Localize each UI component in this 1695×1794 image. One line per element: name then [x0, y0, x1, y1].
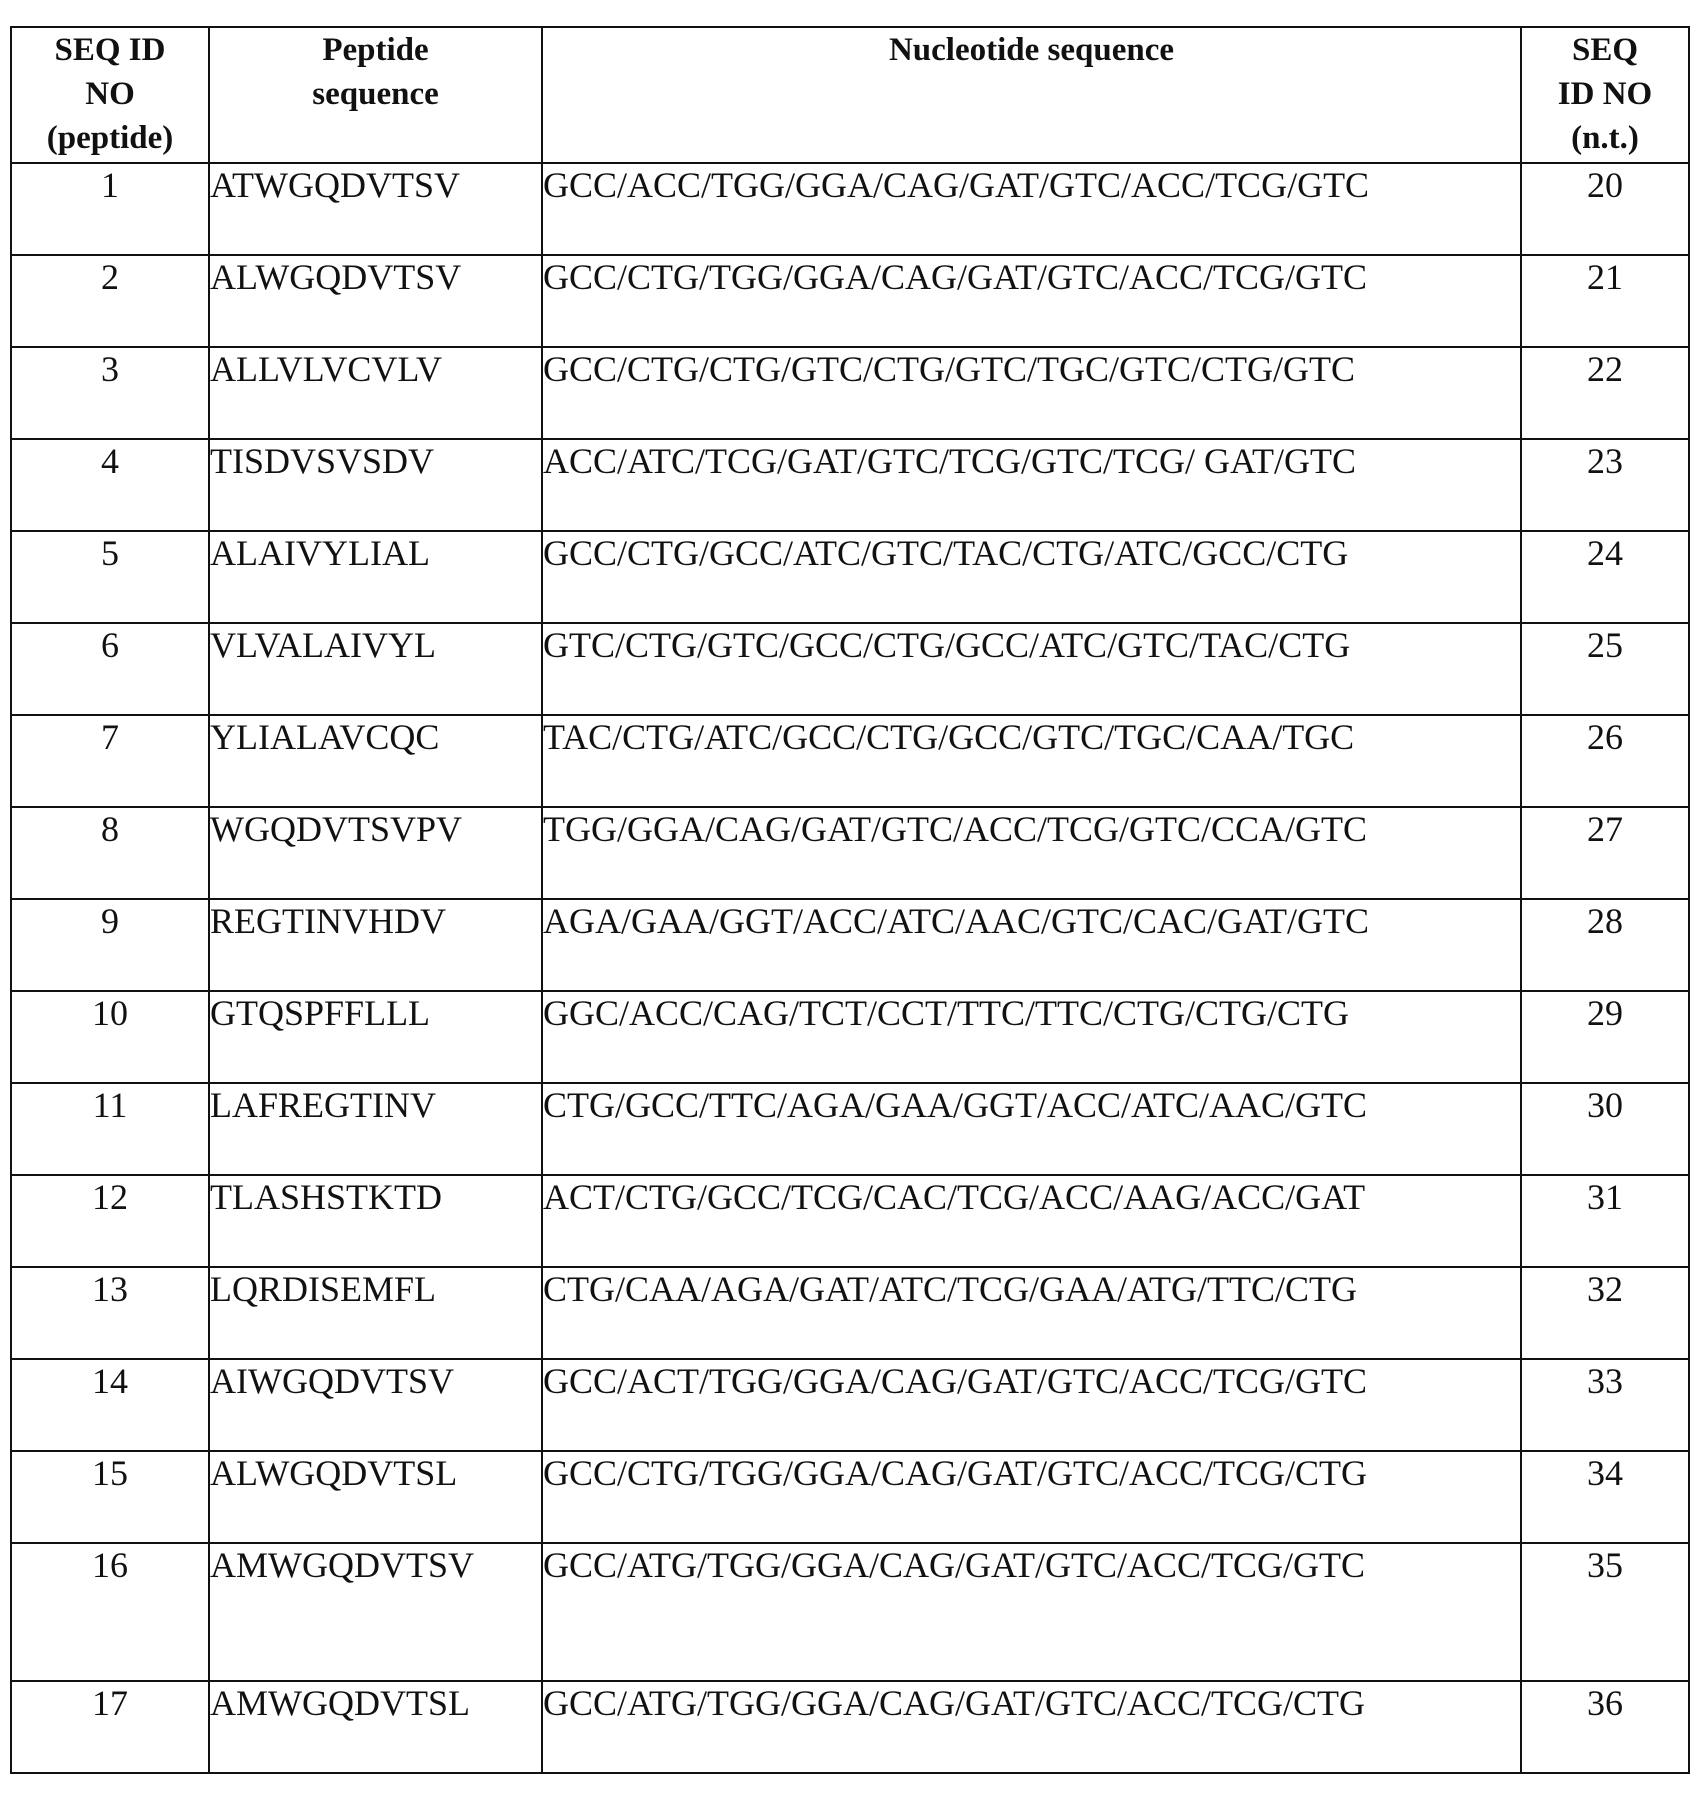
- peptide-id-cell: 9: [11, 899, 209, 991]
- peptide-sequence-cell: AMWGQDVTSL: [209, 1681, 542, 1773]
- table-row: [11, 1451, 1689, 1543]
- nt-id-cell: 29: [1521, 991, 1689, 1083]
- peptide-id-cell: 17: [11, 1681, 209, 1773]
- nucleotide-sequence-cell: GCC/ATG/TGG/GGA/CAG/GAT/GTC/ACC/TCG/CTG: [542, 1681, 1521, 1773]
- header-line: Peptide: [210, 28, 541, 72]
- header-nt-id: [1521, 27, 1689, 163]
- peptide-sequence-cell: ALWGQDVTSV: [209, 255, 542, 347]
- nt-id-cell: 26: [1521, 715, 1689, 807]
- nt-id-cell: 21: [1521, 255, 1689, 347]
- nucleotide-sequence-cell: ACT/CTG/GCC/TCG/CAC/TCG/ACC/AAG/ACC/GAT: [542, 1175, 1521, 1267]
- nt-id-cell: 24: [1521, 531, 1689, 623]
- peptide-sequence-cell: AMWGQDVTSV: [209, 1543, 542, 1681]
- peptide-sequence-cell: GTQSPFFLLL: [209, 991, 542, 1083]
- nucleotide-sequence-cell: GGC/ACC/CAG/TCT/CCT/TTC/TTC/CTG/CTG/CTG: [542, 991, 1521, 1083]
- nt-id-cell: 34: [1521, 1451, 1689, 1543]
- nucleotide-sequence-cell: GCC/ACC/TGG/GGA/CAG/GAT/GTC/ACC/TCG/GTC: [542, 163, 1521, 255]
- nucleotide-sequence-cell: GCC/CTG/TGG/GGA/CAG/GAT/GTC/ACC/TCG/CTG: [542, 1451, 1521, 1543]
- nt-id-cell: 22: [1521, 347, 1689, 439]
- nucleotide-sequence-cell: GCC/CTG/GCC/ATC/GTC/TAC/CTG/ATC/GCC/CTG: [542, 531, 1521, 623]
- nt-id-cell: 33: [1521, 1359, 1689, 1451]
- nt-id-cell: 35: [1521, 1543, 1689, 1681]
- peptide-sequence-cell: ATWGQDVTSV: [209, 163, 542, 255]
- peptide-id-cell: 15: [11, 1451, 209, 1543]
- peptide-sequence-cell: WGQDVTSVPV: [209, 807, 542, 899]
- table-row: [11, 163, 1689, 255]
- peptide-id-cell: 8: [11, 807, 209, 899]
- peptide-id-cell: 5: [11, 531, 209, 623]
- header-peptide-id: [11, 27, 209, 163]
- header-line: ID NO: [1522, 72, 1688, 116]
- peptide-id-cell: 6: [11, 623, 209, 715]
- header-line: (peptide): [12, 116, 208, 160]
- nt-id-cell: 36: [1521, 1681, 1689, 1773]
- header-peptide-sequence: [209, 27, 542, 163]
- table-row: [11, 531, 1689, 623]
- table-row: [11, 1175, 1689, 1267]
- peptide-id-cell: 4: [11, 439, 209, 531]
- peptide-id-cell: 10: [11, 991, 209, 1083]
- nt-id-cell: 23: [1521, 439, 1689, 531]
- table-row: [11, 899, 1689, 991]
- peptide-id-cell: 16: [11, 1543, 209, 1681]
- peptide-sequence-cell: LQRDISEMFL: [209, 1267, 542, 1359]
- nucleotide-sequence-cell: CTG/CAA/AGA/GAT/ATC/TCG/GAA/ATG/TTC/CTG: [542, 1267, 1521, 1359]
- header-row: [11, 27, 1689, 163]
- peptide-id-cell: 3: [11, 347, 209, 439]
- peptide-sequence-cell: ALLVLVCVLV: [209, 347, 542, 439]
- sequence-table: [10, 26, 1690, 1774]
- peptide-id-cell: 11: [11, 1083, 209, 1175]
- header-line: sequence: [210, 72, 541, 116]
- header-nucleotide-sequence: [542, 27, 1521, 163]
- nucleotide-sequence-cell: GCC/CTG/CTG/GTC/CTG/GTC/TGC/GTC/CTG/GTC: [542, 347, 1521, 439]
- nucleotide-sequence-cell: GCC/CTG/TGG/GGA/CAG/GAT/GTC/ACC/TCG/GTC: [542, 255, 1521, 347]
- header-line: SEQ: [1522, 28, 1688, 72]
- table-row: [11, 1681, 1689, 1773]
- peptide-sequence-cell: REGTINVHDV: [209, 899, 542, 991]
- peptide-sequence-cell: YLIALAVCQC: [209, 715, 542, 807]
- header-line: SEQ ID: [12, 28, 208, 72]
- table-row: [11, 807, 1689, 899]
- table-row: [11, 1543, 1689, 1681]
- peptide-id-cell: 12: [11, 1175, 209, 1267]
- table-row: [11, 347, 1689, 439]
- nt-id-cell: 20: [1521, 163, 1689, 255]
- peptide-id-cell: 7: [11, 715, 209, 807]
- header-line: NO: [12, 72, 208, 116]
- peptide-sequence-cell: AIWGQDVTSV: [209, 1359, 542, 1451]
- peptide-sequence-cell: ALAIVYLIAL: [209, 531, 542, 623]
- nt-id-cell: 30: [1521, 1083, 1689, 1175]
- table-row: [11, 255, 1689, 347]
- nucleotide-sequence-cell: TAC/CTG/ATC/GCC/CTG/GCC/GTC/TGC/CAA/TGC: [542, 715, 1521, 807]
- table-row: [11, 715, 1689, 807]
- nucleotide-sequence-cell: AGA/GAA/GGT/ACC/ATC/AAC/GTC/CAC/GAT/GTC: [542, 899, 1521, 991]
- nucleotide-sequence-cell: GCC/ATG/TGG/GGA/CAG/GAT/GTC/ACC/TCG/GTC: [542, 1543, 1521, 1681]
- peptide-sequence-cell: ALWGQDVTSL: [209, 1451, 542, 1543]
- peptide-sequence-cell: TISDVSVSDV: [209, 439, 542, 531]
- table-row: [11, 1267, 1689, 1359]
- nt-id-cell: 28: [1521, 899, 1689, 991]
- header-line: Nucleotide sequence: [543, 28, 1520, 72]
- table-row: [11, 1083, 1689, 1175]
- table-row: [11, 991, 1689, 1083]
- peptide-sequence-cell: VLVALAIVYL: [209, 623, 542, 715]
- peptide-id-cell: 1: [11, 163, 209, 255]
- table-row: [11, 1359, 1689, 1451]
- table-row: [11, 623, 1689, 715]
- nt-id-cell: 31: [1521, 1175, 1689, 1267]
- nt-id-cell: 25: [1521, 623, 1689, 715]
- nt-id-cell: 27: [1521, 807, 1689, 899]
- nucleotide-sequence-cell: TGG/GGA/CAG/GAT/GTC/ACC/TCG/GTC/CCA/GTC: [542, 807, 1521, 899]
- nt-id-cell: 32: [1521, 1267, 1689, 1359]
- nucleotide-sequence-cell: GCC/ACT/TGG/GGA/CAG/GAT/GTC/ACC/TCG/GTC: [542, 1359, 1521, 1451]
- nucleotide-sequence-cell: CTG/GCC/TTC/AGA/GAA/GGT/ACC/ATC/AAC/GTC: [542, 1083, 1521, 1175]
- peptide-sequence-cell: LAFREGTINV: [209, 1083, 542, 1175]
- table-row: [11, 439, 1689, 531]
- peptide-id-cell: 13: [11, 1267, 209, 1359]
- peptide-id-cell: 14: [11, 1359, 209, 1451]
- peptide-sequence-cell: TLASHSTKTD: [209, 1175, 542, 1267]
- nucleotide-sequence-cell: GTC/CTG/GTC/GCC/CTG/GCC/ATC/GTC/TAC/CTG: [542, 623, 1521, 715]
- peptide-id-cell: 2: [11, 255, 209, 347]
- header-line: (n.t.): [1522, 116, 1688, 160]
- nucleotide-sequence-cell: ACC/ATC/TCG/GAT/GTC/TCG/GTC/TCG/ GAT/GTC: [542, 439, 1521, 531]
